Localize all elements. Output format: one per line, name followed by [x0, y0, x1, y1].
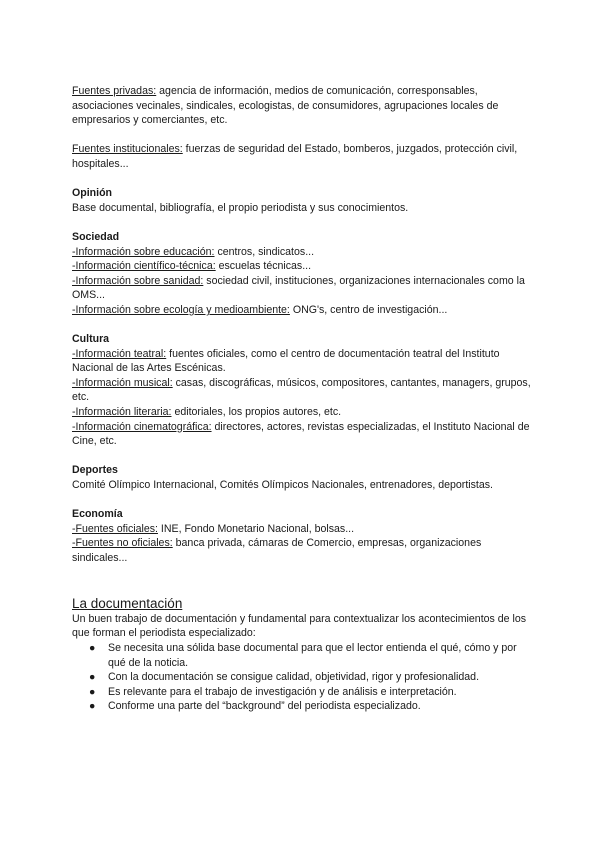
fuentes-privadas-paragraph: [72, 84, 532, 128]
cultura-item-text: casas, discográficas, músicos, compositores, cantantes, managers, grupos, etc.: [72, 376, 531, 404]
economia-item-text: INE, Fondo Monetario Nacional, bolsas...: [157, 522, 355, 535]
bullet-icon: ●: [89, 641, 96, 654]
sociedad-item-text: sociedad civil, instituciones, organizaciones internacionales como la OMS...: [72, 274, 525, 302]
sociedad-item: [72, 259, 532, 274]
sociedad-item: [72, 274, 532, 303]
list-item-text: Conforme una parte del “background” del periodista especializado.: [108, 700, 421, 713]
fuentes-institucionales-paragraph: [72, 142, 532, 171]
fuentes-privadas-label: Fuentes privadas:: [72, 85, 157, 97]
cultura-item-label: -Información literaria:: [72, 406, 172, 419]
economia-heading: Economía: [72, 508, 123, 521]
sociedad-item-label: -Información sobre sanidad:: [72, 274, 204, 287]
sociedad-item-label: -Información sobre ecología y medioambiente:: [72, 303, 290, 316]
documentacion-intro: Un buen trabajo de documentación y fundamental para contextualizar los acontecimientos de los que forman el periodista especializado:: [72, 612, 527, 640]
economia-item-label: -Fuentes oficiales:: [72, 522, 158, 535]
cultura-item-text: directores, actores, revistas especializadas, el Instituto Nacional de Cine, etc.: [72, 420, 530, 448]
economia-item: [72, 536, 532, 565]
document-content: [72, 84, 532, 714]
fuentes-institucionales-label: Fuentes institucionales:: [72, 143, 183, 156]
sociedad-heading: Sociedad: [72, 230, 120, 243]
sociedad-item-text: escuelas técnicas...: [215, 260, 312, 273]
cultura-item-label: -Información cinematográfica:: [72, 420, 212, 433]
sociedad-item-label: -Información sobre educación:: [72, 245, 215, 258]
list-item: [72, 685, 532, 700]
bullet-icon: ●: [89, 685, 96, 698]
economia-item: [72, 522, 532, 537]
cultura-heading: Cultura: [72, 333, 110, 346]
documentacion-heading: La documentación: [72, 595, 183, 611]
deportes-text: Comité Olímpico Internacional, Comités Olímpicos Nacionales, entrenadores, deportistas.: [72, 479, 493, 492]
sociedad-item-label: -Información científico-técnica:: [72, 260, 216, 273]
sociedad-item: [72, 303, 532, 318]
list-item: [72, 670, 532, 685]
bullet-icon: ●: [89, 671, 96, 684]
cultura-item-text: fuentes oficiales, como el centro de documentación teatral del Instituto Nacional de las Artes Escénicas.: [72, 347, 500, 375]
sociedad-item-text: ONG's, centro de investigación...: [289, 303, 448, 316]
sociedad-item: [72, 245, 532, 260]
cultura-item: [72, 420, 532, 449]
cultura-item-label: -Información musical:: [72, 376, 173, 389]
list-item: [72, 641, 532, 670]
economia-item-text: banca privada, cámaras de Comercio, empresas, organizaciones sindicales...: [72, 537, 482, 564]
cultura-item-text: editoriales, los propios autores, etc.: [171, 406, 342, 419]
documentacion-bullet-list: [72, 641, 532, 714]
deportes-heading: Deportes: [72, 464, 118, 477]
cultura-item-label: -Información teatral:: [72, 347, 167, 360]
fuentes-institucionales-text: fuerzas de seguridad del Estado, bomberos, juzgados, protección civil, hospitales...: [72, 143, 518, 170]
sociedad-item-text: centros, sindicatos...: [214, 245, 315, 258]
list-item: [72, 699, 532, 714]
opinion-text: Base documental, bibliografía, el propio periodista y sus conocimientos.: [72, 201, 409, 214]
bullet-icon: ●: [89, 700, 96, 713]
list-item-text: Se necesita una sólida base documental para que el lector entienda el qué, cómo y por qué de la noticia.: [108, 641, 517, 669]
economia-item-label: -Fuentes no oficiales:: [72, 537, 173, 550]
list-item-text: Es relevante para el trabajo de investigación y de análisis e interpretación.: [108, 685, 457, 698]
opinion-heading: Opinión: [72, 187, 113, 200]
list-item-text: Con la documentación se consigue calidad, objetividad, rigor y profesionalidad.: [108, 671, 480, 684]
cultura-item: [72, 347, 532, 376]
cultura-item: [72, 376, 532, 405]
cultura-item: [72, 405, 532, 420]
fuentes-privadas-text: agencia de información, medios de comunicación, corresponsables, asociaciones vecinales, sindicales, ecologistas, de consumidores, agrupaciones locales de empresarios y comerciantes, etc.: [72, 85, 499, 127]
